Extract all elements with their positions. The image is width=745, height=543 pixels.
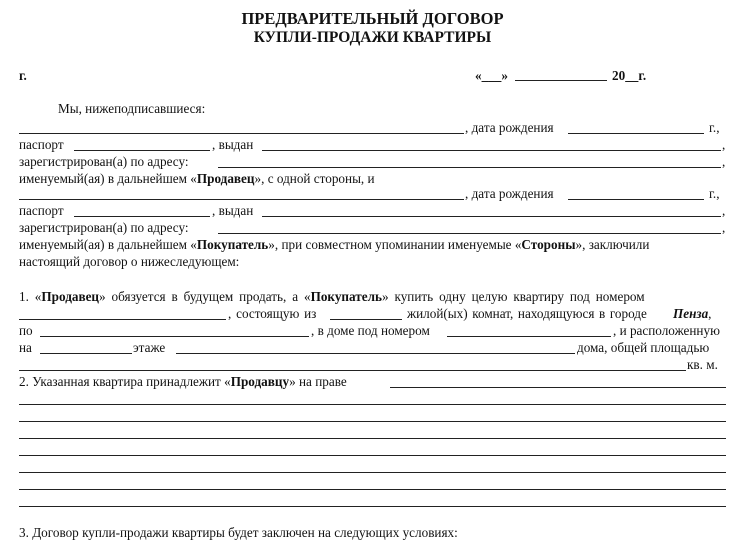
issued-label: , выдан xyxy=(212,203,254,218)
street-field[interactable] xyxy=(40,336,309,337)
comma: , xyxy=(722,203,726,218)
sqm-label: кв. м. xyxy=(687,357,718,372)
blank-line[interactable] xyxy=(19,455,726,456)
year-abbr: г., xyxy=(709,120,720,135)
buyer-passport-field[interactable] xyxy=(74,216,210,217)
buyer-name-field[interactable] xyxy=(19,199,464,200)
rooms-count-field[interactable] xyxy=(330,319,402,320)
seller-role-line: именуемый(ая) в дальнейшем «Продавец», с одной стороны, и xyxy=(19,171,375,186)
buyer-address-field[interactable] xyxy=(218,233,721,234)
dob-label: , дата рождения xyxy=(465,186,554,201)
city-label: г. xyxy=(19,68,27,83)
blank-line[interactable] xyxy=(19,404,726,405)
comma: , xyxy=(722,220,726,235)
comma: , xyxy=(722,154,726,169)
document-title: ПРЕДВАРИТЕЛЬНЫЙ ДОГОВОР xyxy=(241,9,504,28)
seller-address-field[interactable] xyxy=(218,167,721,168)
registered-label: зарегистрирован(а) по адресу: xyxy=(19,154,189,169)
rooms-label: жилой(ых) комнат, находящуюся в городе xyxy=(407,306,647,321)
located-label: , и расположенную xyxy=(613,323,720,338)
passport-label: паспорт xyxy=(19,203,64,218)
registered-label: зарегистрирован(а) по адресу: xyxy=(19,220,189,235)
by-label: по xyxy=(19,323,33,338)
blank-line[interactable] xyxy=(19,506,726,507)
buyer-issued-field[interactable] xyxy=(262,216,721,217)
buyer-role-line: именуемый(ая) в дальнейшем «Покупатель», при совместном упоминании именуемые «Стороны», заключили xyxy=(19,237,650,252)
year-abbr: г., xyxy=(709,186,720,201)
issued-label: , выдан xyxy=(212,137,254,152)
agreement-line: настоящий договор о нижеследующем: xyxy=(19,254,240,269)
seller-issued-field[interactable] xyxy=(262,150,721,151)
floor-label: этаже xyxy=(133,340,166,355)
dob-label: , дата рождения xyxy=(465,120,554,135)
city-name: Пенза, xyxy=(673,306,712,321)
blank-line[interactable] xyxy=(19,438,726,439)
document-subtitle: КУПЛИ-ПРОДАЖИ КВАРТИРЫ xyxy=(253,29,492,46)
house-number-field[interactable] xyxy=(447,336,611,337)
house-floors-field[interactable] xyxy=(176,353,575,354)
house-label: , в доме под номером xyxy=(311,323,430,338)
date-month-field[interactable] xyxy=(515,80,607,81)
seller-passport-field[interactable] xyxy=(74,150,210,151)
area-field[interactable] xyxy=(19,370,686,371)
passport-label: паспорт xyxy=(19,137,64,152)
clause-2-text: 2. Указанная квартира принадлежит «Продавцу» на праве xyxy=(19,374,347,389)
date-day: «___» xyxy=(475,68,508,83)
clause-1-text: 1. «Продавец» обязуется в будущем продать, а «Покупатель» купить одну целую квартиру под номером xyxy=(19,289,645,304)
comma: , xyxy=(722,137,726,152)
floor-field[interactable] xyxy=(40,353,132,354)
ownership-basis-field[interactable] xyxy=(390,387,726,388)
blank-line[interactable] xyxy=(19,489,726,490)
blank-line[interactable] xyxy=(19,472,726,473)
blank-line[interactable] xyxy=(19,421,726,422)
on-label: на xyxy=(19,340,32,355)
house-area-label: дома, общей площадью xyxy=(577,340,710,355)
clause-3-text: 3. Договор купли-продажи квартиры будет заключен на следующих условиях: xyxy=(19,525,458,540)
apartment-number-field[interactable] xyxy=(19,319,226,320)
seller-dob-field[interactable] xyxy=(568,133,704,134)
seller-name-field[interactable] xyxy=(19,133,464,134)
date-year: 20__г. xyxy=(612,68,647,83)
intro-text: Мы, нижеподписавшиеся: xyxy=(58,101,206,116)
consisting-label: , состоящую из xyxy=(228,306,317,321)
buyer-dob-field[interactable] xyxy=(568,199,704,200)
